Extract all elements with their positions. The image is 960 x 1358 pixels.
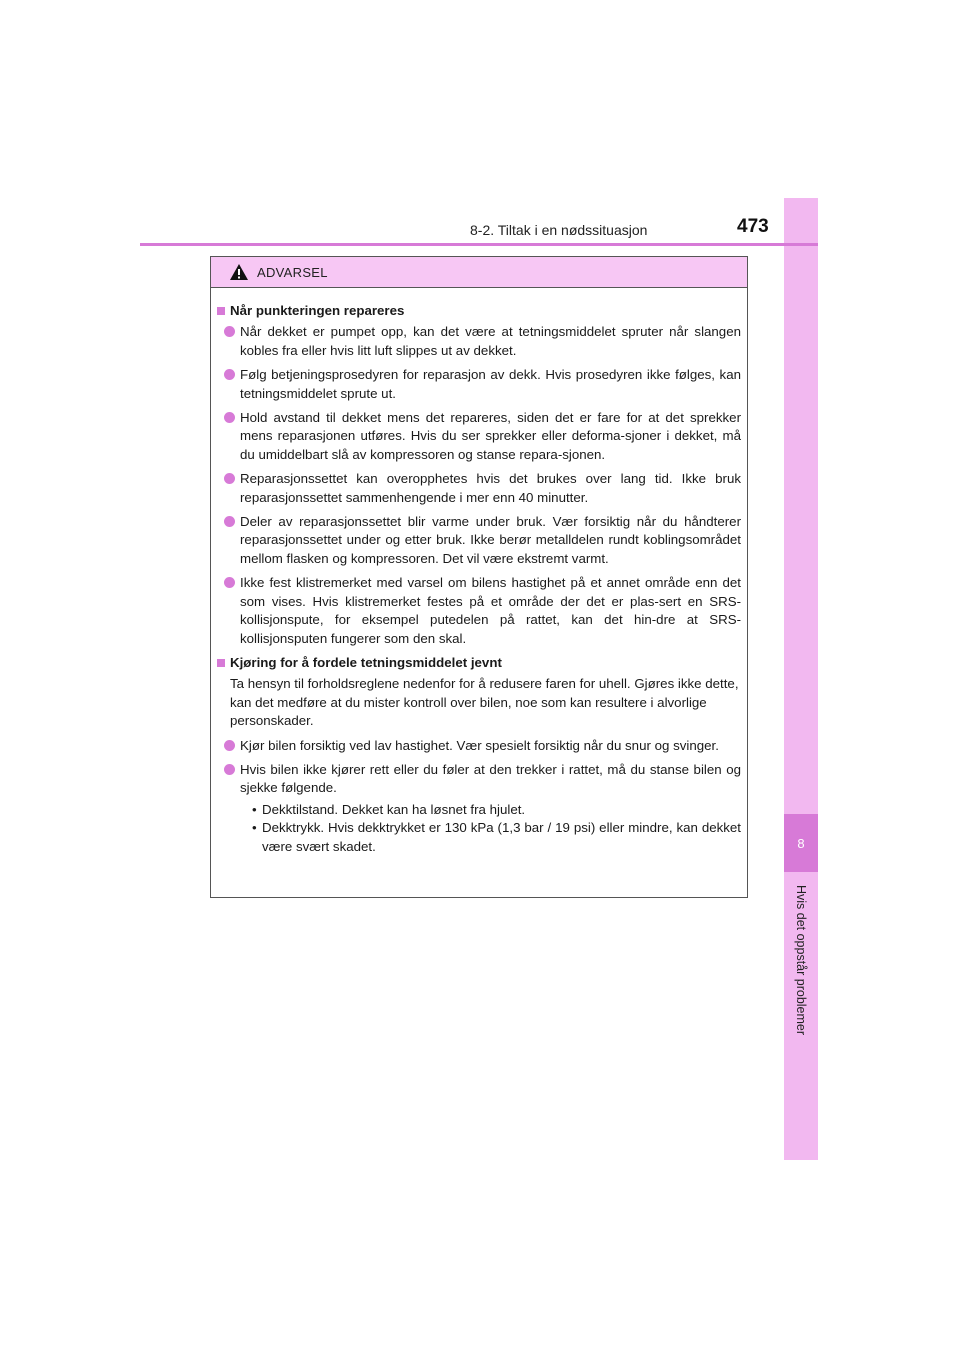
section-title: 8-2. Tiltak i en nødssituasjon [470, 222, 648, 238]
section-heading: Når punkteringen repareres [216, 302, 741, 320]
warning-header [211, 257, 747, 288]
chapter-number: 8 [797, 835, 805, 851]
sub-list-item: • Dekktilstand. Dekket kan ha løsnet fra hjulet. [252, 801, 741, 819]
bullet-dot-icon [224, 412, 235, 423]
bullet-dot-icon [224, 369, 235, 380]
bullet-dot-icon [224, 740, 235, 751]
warning-box [210, 256, 748, 898]
list-item: Når dekket er pumpet opp, kan det være at tetningsmiddelet spruter når slangen kobles fra eller hvis litt luft slippes ut av dekket. [224, 323, 741, 360]
list-item: Følg betjeningsprosedyren for reparasjon av dekk. Hvis prosedyren ikke følges, kan tetningsmiddelet sprute ut. [224, 366, 741, 403]
bullet-dot-icon [224, 473, 235, 484]
list-item: Kjør bilen forsiktig ved lav hastighet. Vær spesielt forsiktig når du snur og svinger. [224, 737, 741, 755]
header-rule [140, 243, 818, 246]
warning-triangle-icon [229, 263, 249, 281]
warning-section-driving [216, 654, 741, 856]
chapter-number-box [784, 814, 818, 872]
chapter-title: Hvis det oppstår problemer [794, 884, 808, 1036]
small-bullet-icon: • [252, 820, 257, 836]
bullet-dot-icon [224, 764, 235, 775]
sub-list-item: • Dekktrykk. Hvis dekktrykket er 130 kPa (1,3 bar / 19 psi) eller mindre, kan dekket være svært skadet. [252, 819, 741, 856]
list-item: Reparasjonssettet kan overopphetes hvis det brukes over lang tid. Ikke bruk reparasjonssettet sammenhengende i mer enn 40 minutter. [224, 470, 741, 507]
bullet-dot-icon [224, 516, 235, 527]
list-item: Hvis bilen ikke kjører rett eller du føler at den trekker i rattet, må du stanse bilen og sjekke følgende. [224, 761, 741, 798]
bullet-dot-icon [224, 326, 235, 337]
section-heading: Kjøring for å fordele tetningsmiddelet jevnt [216, 654, 741, 672]
small-bullet-icon: • [252, 801, 257, 817]
section-intro: Ta hensyn til forholdsreglene nedenfor for å redusere faren for uhell. Gjøres ikke dette, kan det medføre at du mister kontroll over bilen, noe som kan resultere i alvorlige personskader. [230, 676, 739, 729]
bullet-dot-icon [224, 577, 235, 588]
warning-label: ADVARSEL [257, 264, 328, 280]
list-item: Hold avstand til dekket mens det repareres, siden det er fare for at det sprekker mens reparasjonen utføres. Hvis du ser sprekker eller deforma-sjoner i dekket, må du umiddelbart slå av kompressoren og stanse repara-sjonen. [224, 409, 741, 464]
warning-section-puncture [216, 302, 741, 648]
list-item: Ikke fest klistremerket med varsel om bilens hastighet på et annet område enn det som vises. Hvis klistremerket festes på et område der det er plas-sert en SRS-kollisjonspute, for eksempel putedelen på rattet, kan det hin-dre at SRS-kollisjonsputen fungerer som den skal. [224, 574, 741, 648]
square-bullet-icon [217, 307, 225, 315]
square-bullet-icon [217, 659, 225, 667]
list-item: Deler av reparasjonssettet blir varme under bruk. Vær forsiktig når du håndterer reparasjonssettet under og etter bruk. Ikke berør metalldelen rundt koblingsområdet mellom flasken og kompressoren. Det vil være ekstremt varmt. [224, 513, 741, 568]
warning-body [211, 288, 747, 856]
page-number: 473 [737, 216, 769, 237]
